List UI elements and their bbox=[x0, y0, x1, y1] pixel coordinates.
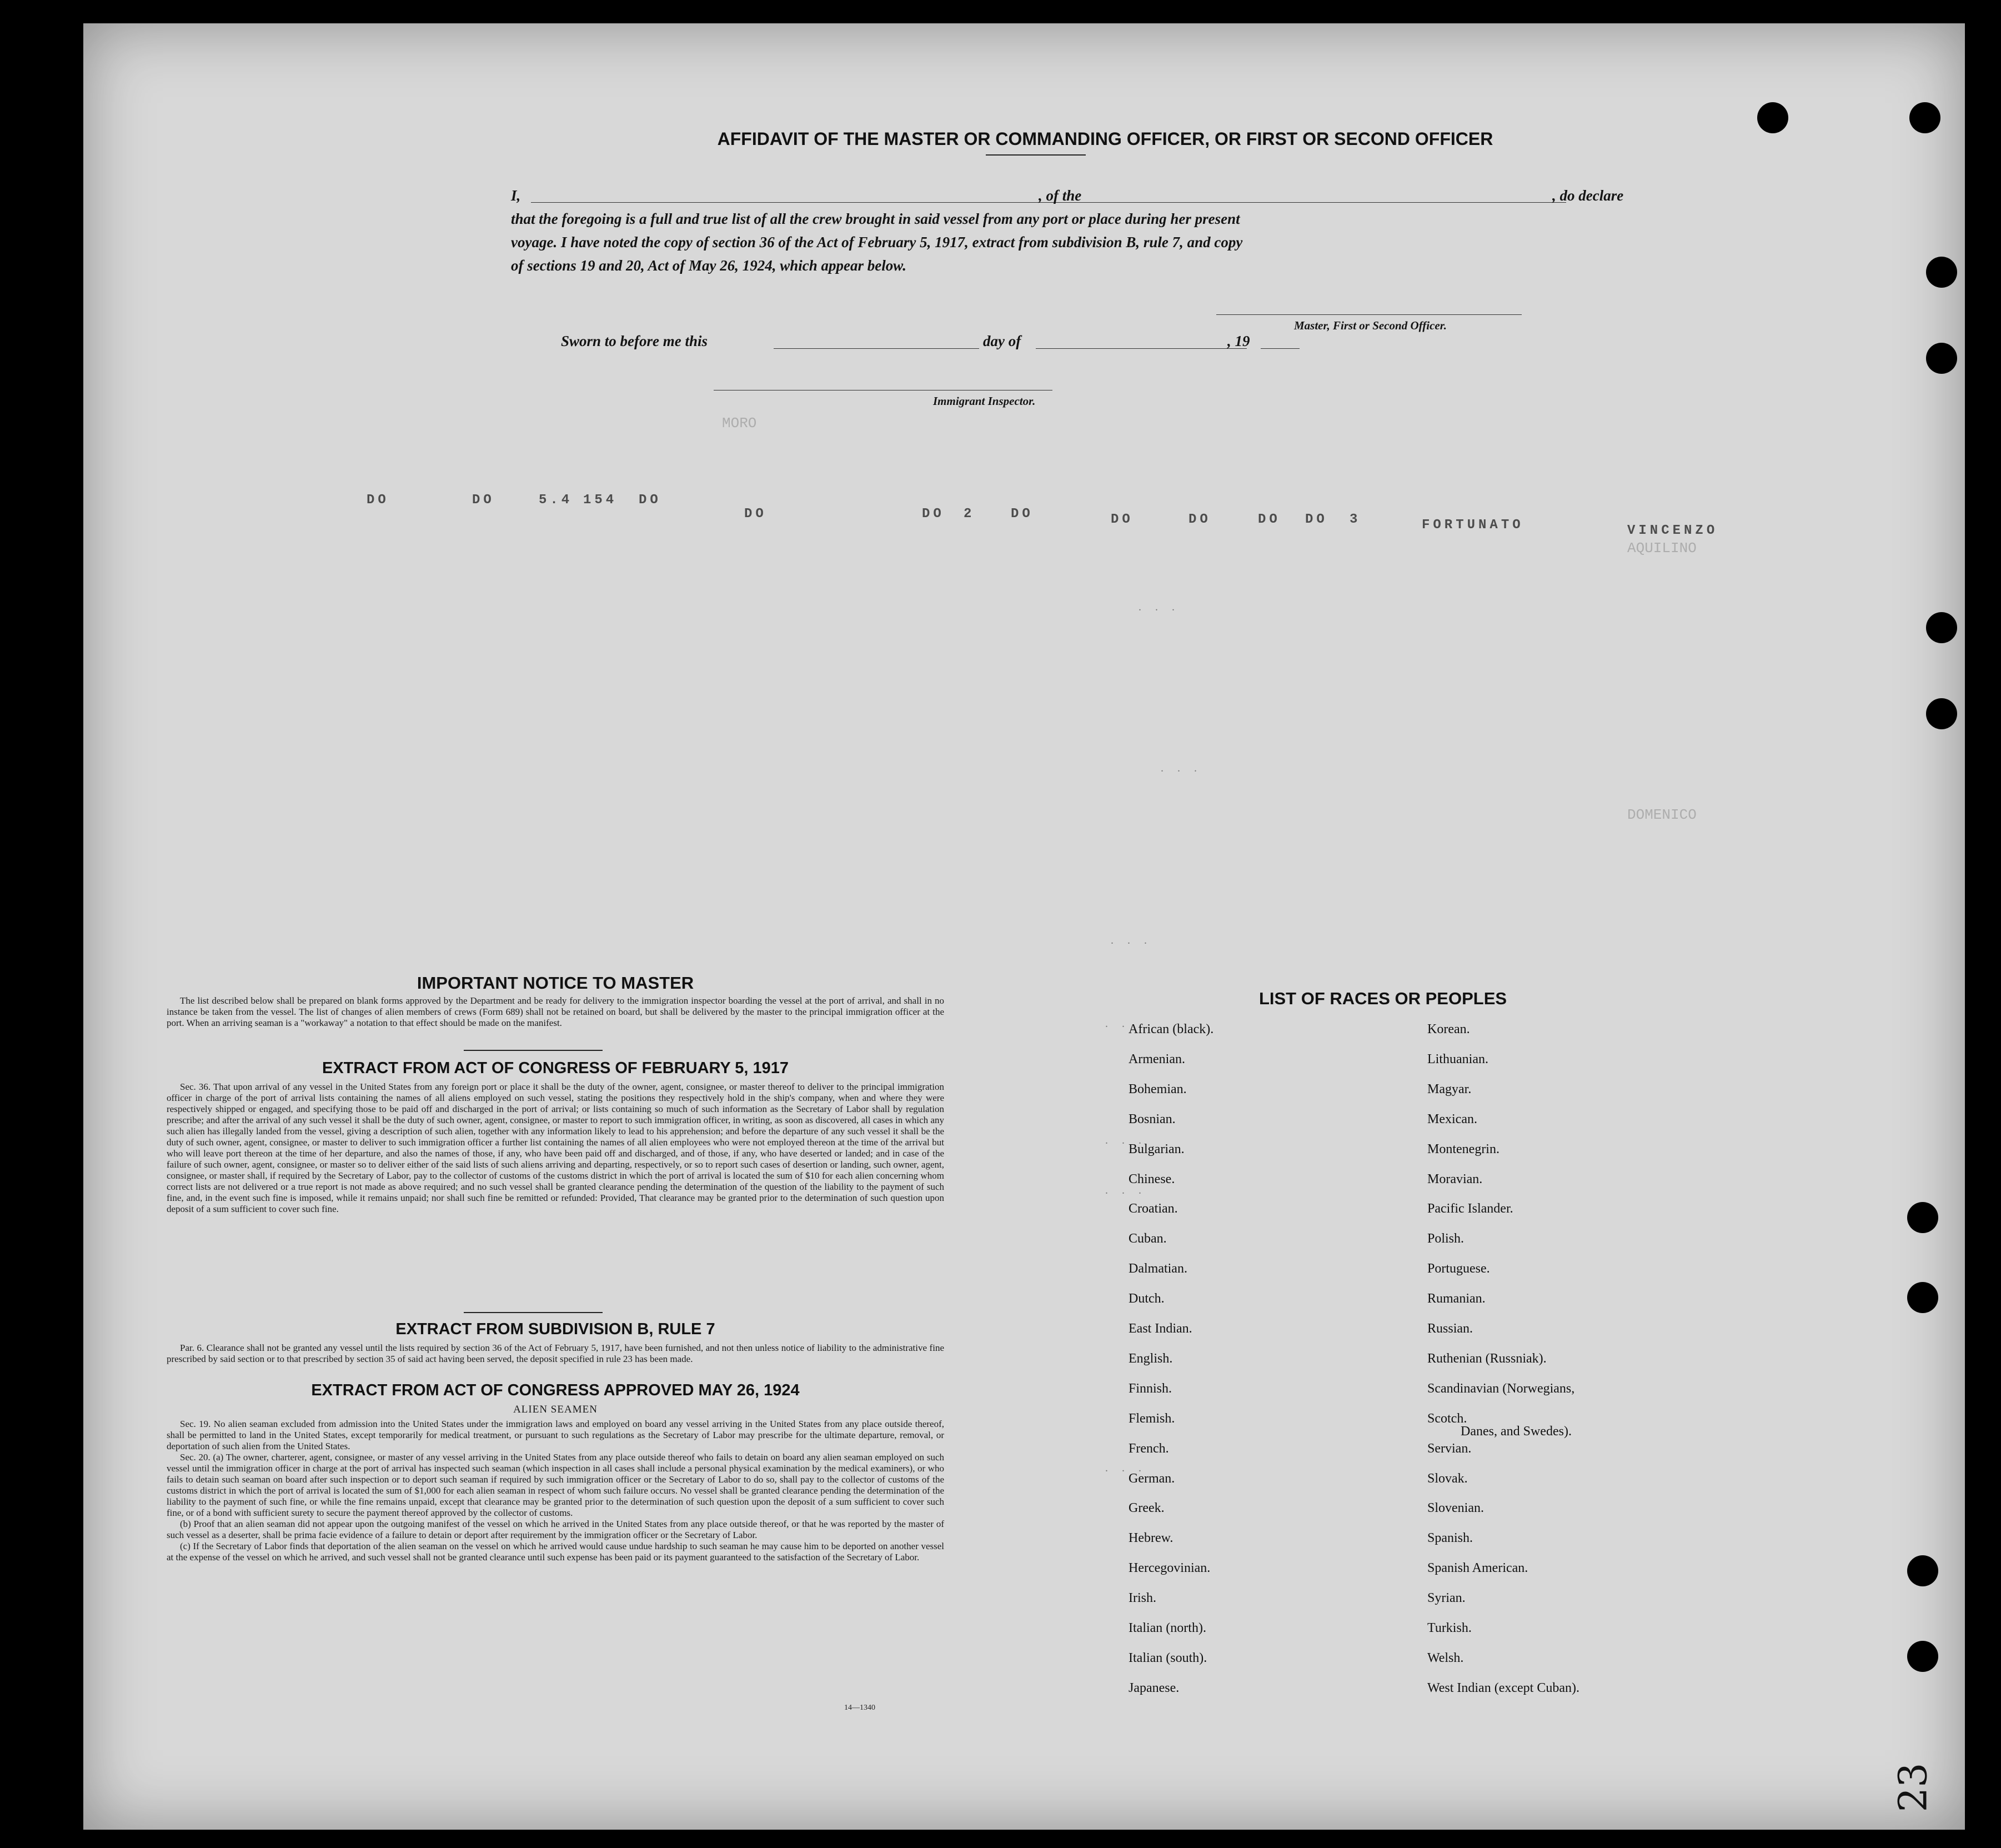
dot-column: . . . bbox=[1105, 1134, 1147, 1146]
race-item: Turkish. bbox=[1427, 1621, 1472, 1635]
bleed-stamp: 2 bbox=[964, 507, 975, 522]
binder-hole bbox=[1926, 698, 1957, 729]
affidavit-declare: , do declare bbox=[1552, 187, 1624, 204]
race-item: Slovenian. bbox=[1427, 1501, 1484, 1515]
race-item: English. bbox=[1129, 1351, 1173, 1366]
race-item: Slovak. bbox=[1427, 1471, 1468, 1486]
race-item: Russian. bbox=[1427, 1321, 1473, 1336]
day-of-text: day of bbox=[983, 333, 1021, 349]
race-item: Hebrew. bbox=[1129, 1531, 1173, 1545]
inspector-caption: Immigrant Inspector. bbox=[933, 394, 1036, 408]
binder-hole bbox=[1907, 1641, 1938, 1672]
document-page bbox=[83, 23, 1965, 1830]
race-item: Dalmatian. bbox=[1129, 1261, 1187, 1276]
race-item: French. bbox=[1129, 1441, 1169, 1456]
binder-hole bbox=[1926, 612, 1957, 643]
binder-hole bbox=[1907, 1555, 1938, 1586]
race-item: Korean. bbox=[1427, 1022, 1470, 1036]
race-item: Greek. bbox=[1129, 1501, 1165, 1515]
affidavit-line4: of sections 19 and 20, Act of May 26, 1924, which appear below. bbox=[511, 257, 906, 274]
race-item: Italian (south). bbox=[1129, 1651, 1207, 1665]
sworn-day-line bbox=[774, 348, 979, 349]
notice-text: The list described below shall be prepared on blank forms approved by the Department and be ready for delivery to the immigration inspector boarding the vessel at the port of arrival, and shall in no instance be taken from the vessel. The list of changes of alien members of crews (Form 689) shall not be retained on board, but shall be delivered by the master to the principal immigration officer at the port. When an arriving seaman is a "workaway" a notation to that effect should be made on the manifest. bbox=[167, 995, 944, 1028]
sec20a-text: Sec. 20. (a) The owner, charterer, agent, consignee, or master of any vessel arriving in the United States from any place outside thereof who fails to detain on board any alien seaman employed on such vessel until the immigration officer in charge at the port of arrival has inspected such seaman (which inspection in all cases shall include a personal physical examination by the medical examiners), or who fails to detain such seaman on board after such inspection or to deport such seaman if required by such immigration officer or the Secretary of Labor to do so, shall pay to the collector of customs of the customs district in which the port of arrival is located the sum of $1,000 for each alien seaman in respect of whom such failure occurs. No vessel shall be granted clearance pending the determination of the liability to the payment of such fine, or while the fine remains unpaid, except that clearance may be granted prior to the determination of such question upon the deposit of a sum sufficient to cover such fine, or of a bond with sufficient surety to secure the payment thereof approved by the collector of customs. bbox=[167, 1452, 944, 1518]
bleed-stamp: FORTUNATO bbox=[1422, 518, 1524, 533]
bleed-stamp: VINCENZO bbox=[1627, 523, 1718, 538]
sworn-text: Sworn to before me this bbox=[561, 333, 708, 349]
bleed-through-text: DOMENICO bbox=[1627, 807, 1697, 823]
binder-hole bbox=[1909, 102, 1940, 133]
notice-title: IMPORTANT NOTICE TO MASTER bbox=[417, 973, 694, 993]
race-item: East Indian. bbox=[1129, 1321, 1192, 1336]
race-item: Lithuanian. bbox=[1427, 1052, 1488, 1066]
race-item: Japanese. bbox=[1129, 1681, 1180, 1695]
dot-column: . . . bbox=[1105, 1462, 1147, 1474]
dot-column: . . . bbox=[1139, 601, 1180, 613]
race-item: Croatian. bbox=[1129, 1201, 1178, 1216]
race-item: Magyar. bbox=[1427, 1082, 1472, 1096]
affidavit-line2: that the foregoing is a full and true list of all the crew brought in said vessel from any port or place during her present bbox=[511, 211, 1240, 227]
dot-column: . . . bbox=[1105, 1018, 1147, 1030]
race-item: Flemish. bbox=[1129, 1411, 1175, 1426]
vessel-blank-line bbox=[1111, 202, 1566, 203]
race-item: Chinese. bbox=[1129, 1172, 1175, 1186]
race-item: Spanish. bbox=[1427, 1531, 1473, 1545]
extract-1917-text: Sec. 36. That upon arrival of any vessel in the United States from any foreign port or place it shall be the duty of the owner, agent, consignee, or master thereof to deliver to the principal immigration officer in charge of the port of arrival lists containing the names of all aliens employed on such vessel, stating the positions they respectively hold in the ship's company, when and where they were respectively shipped or engaged, and specifying those to be paid off and discharged in the port of arrival; or lists containing so much of such information as the Secretary of Labor shall by regulation prescribe; and after the arrival of any such vessel it shall be the duty of such owner, agent, consignee, or master to report to such immigration officer, in writing, as soon as discovered, all cases in which any such alien has illegally landed from the vessel, giving a description of such alien, together with any information likely to lead to his apprehension; and before the departure of any such vessel it shall be the duty of such owner, agent, consignee, or master to deliver to such immigration officer a further list containing the names of all alien employees who were not employed thereon at the time of the arrival but who will leave port thereon at the time of her departure, and also the names of those, if any, who have been paid off and discharged, and of those, if any, who have deserted or landed; and in case of the failure of such owner, agent, consignee, or master so to deliver either of the said lists of such aliens arriving and departing, respectively, or so to report such cases of desertion or landing, such owner, agent, consignee, or master shall, if required by the Secretary of Labor, pay to the collector of customs of the customs district in which the port of arrival is located the sum of $10 for each alien concerning whom correct lists are not delivered or a true report is not made as above required; and no such vessel shall be granted clearance pending the determination of the question of the liability to the payment of such fine, and, in the event such fine is imposed, while it remains unpaid; nor shall such fine be remitted or refunded: Provided, That clearance may be granted prior to the determination of such question upon deposit of a sum sufficient to cover such fine. bbox=[167, 1081, 944, 1214]
race-item: Dutch. bbox=[1129, 1291, 1165, 1306]
bleed-stamp: DO bbox=[922, 507, 945, 522]
sec20c-text: (c) If the Secretary of Labor finds that deportation of the alien seaman on the vessel on which he arrived would cause undue hardship to such seaman he may cause him to be deported on another vessel at the expense of the vessel on which he arrived, and such vessel shall not be granted clearance until such expense has been paid or its payment guaranteed to the satisfaction of the Secretary of Labor. bbox=[167, 1541, 944, 1562]
bleed-stamp: 154 bbox=[583, 493, 618, 508]
race-item: Welsh. bbox=[1427, 1651, 1464, 1665]
race-item: Pacific Islander. bbox=[1427, 1201, 1513, 1216]
race-item: Moravian. bbox=[1427, 1172, 1483, 1186]
races-title: LIST OF RACES OR PEOPLES bbox=[1258, 989, 1507, 1008]
race-item: Portuguese. bbox=[1427, 1261, 1490, 1276]
extract-1924-subtitle: ALIEN SEAMEN bbox=[513, 1404, 598, 1415]
race-item: Scotch. bbox=[1427, 1411, 1467, 1426]
race-item: Montenegrin. bbox=[1427, 1142, 1500, 1156]
race-item: Polish. bbox=[1427, 1231, 1465, 1246]
bleed-through-text: MORO bbox=[722, 415, 757, 432]
race-item: Armenian. bbox=[1129, 1052, 1185, 1066]
bleed-stamp: DO bbox=[744, 507, 767, 522]
binder-hole bbox=[1926, 343, 1957, 374]
page-number: 23 bbox=[1890, 1762, 1936, 1812]
master-caption: Master, First or Second Officer. bbox=[1294, 319, 1447, 332]
dot-column: . . . bbox=[1105, 1184, 1147, 1196]
race-item: Finnish. bbox=[1129, 1381, 1172, 1396]
dot-column: . . . bbox=[1161, 762, 1202, 774]
bleed-stamp: DO bbox=[1305, 512, 1328, 527]
bleed-stamp: DO bbox=[1188, 512, 1211, 527]
race-item: Spanish American. bbox=[1427, 1561, 1528, 1575]
extract-b7-text: Par. 6. Clearance shall not be granted any vessel until the lists required by section 36 of the Act of February 5, 1917, have been furnished, and not then unless notice of liability to the administrative fine prescribed by said section or to that prescribed by section 35 of said act having been served, the deposit specified in rule 23 has been made. bbox=[167, 1343, 944, 1364]
bleed-stamp: DO bbox=[1111, 512, 1134, 527]
affidavit-i: I, bbox=[511, 187, 521, 204]
affidavit-title: AFFIDAVIT OF THE MASTER OR COMMANDING OFFICER, OR FIRST OR SECOND OFFICER bbox=[717, 129, 1493, 149]
race-item: Scandinavian (Norwegians, bbox=[1427, 1381, 1575, 1396]
sec20b-text: (b) Proof that an alien seaman did not appear upon the outgoing manifest of the vessel on which he arrived in the United States from any place outside thereof, or that he was reported by the master of such vessel as a deserter, shall be prima facie evidence of a failure to detain or deport after requirement by the immigration officer or the Secretary of Labor. bbox=[167, 1519, 944, 1540]
title-divider bbox=[986, 154, 1086, 156]
section-divider bbox=[464, 1312, 603, 1313]
race-item: German. bbox=[1129, 1471, 1175, 1486]
race-item: African (black). bbox=[1129, 1022, 1214, 1036]
binder-hole bbox=[1757, 102, 1788, 133]
race-item: Bohemian. bbox=[1129, 1082, 1187, 1096]
dot-column: . . . bbox=[1111, 934, 1152, 946]
form-number: 14—1340 bbox=[844, 1704, 875, 1712]
affidavit-line3: voyage. I have noted the copy of section 36 of the Act of February 5, 1917, extract from subdivision B, rule 7, and copy bbox=[511, 234, 1243, 251]
name-blank-line bbox=[531, 202, 1120, 203]
year-text: , 19 bbox=[1227, 333, 1250, 349]
extract-b7-title: EXTRACT FROM SUBDIVISION B, RULE 7 bbox=[395, 1320, 715, 1338]
race-item-continuation: Danes, and Swedes). bbox=[1461, 1424, 1572, 1439]
race-item: Ruthenian (Russniak). bbox=[1427, 1351, 1547, 1366]
bleed-stamp: 5.4 bbox=[539, 493, 573, 508]
race-item: Cuban. bbox=[1129, 1231, 1167, 1246]
race-item: Rumanian. bbox=[1427, 1291, 1486, 1306]
race-item: Bulgarian. bbox=[1129, 1142, 1185, 1156]
race-item: Mexican. bbox=[1427, 1112, 1477, 1126]
race-item: Hercegovinian. bbox=[1129, 1561, 1211, 1575]
race-item: Servian. bbox=[1427, 1441, 1472, 1456]
bleed-stamp: DO bbox=[1011, 507, 1034, 522]
bleed-stamp: 3 bbox=[1350, 512, 1361, 527]
binder-hole bbox=[1907, 1202, 1938, 1233]
bleed-stamp: DO bbox=[367, 493, 389, 508]
binder-hole bbox=[1926, 257, 1957, 288]
race-item: West Indian (except Cuban). bbox=[1427, 1681, 1579, 1695]
binder-hole bbox=[1907, 1282, 1938, 1313]
race-item: Syrian. bbox=[1427, 1591, 1466, 1605]
race-item: Bosnian. bbox=[1129, 1112, 1176, 1126]
sworn-month-line bbox=[1036, 348, 1247, 349]
extract-1917-title: EXTRACT FROM ACT OF CONGRESS OF FEBRUARY 5, 1917 bbox=[322, 1059, 789, 1077]
bleed-stamp: DO bbox=[639, 493, 661, 508]
race-item: Irish. bbox=[1129, 1591, 1156, 1605]
sec19-text: Sec. 19. No alien seaman excluded from admission into the United States under the immigration laws and employed on board any vessel arriving in the United States from any place outside thereof, shall be permitted to land in the United States, except temporarily for medical treatment, or pursuant to such regulations as the Secretary of Labor may prescribe for the ultimate departure, removal, or deportation of such alien from the United States. bbox=[167, 1419, 944, 1451]
extract-1924-title: EXTRACT FROM ACT OF CONGRESS APPROVED MAY 26, 1924 bbox=[311, 1381, 800, 1399]
bleed-stamp: DO bbox=[1258, 512, 1281, 527]
bleed-stamp: DO bbox=[472, 493, 495, 508]
race-item: Italian (north). bbox=[1129, 1621, 1206, 1635]
section-divider bbox=[464, 1050, 603, 1051]
master-signature-line bbox=[1216, 314, 1522, 315]
bleed-through-text: AQUILINO bbox=[1627, 540, 1697, 557]
affidavit-of-the: , of the bbox=[1039, 187, 1082, 204]
year-line bbox=[1261, 348, 1300, 349]
extract-1924-text bbox=[167, 1419, 944, 1563]
